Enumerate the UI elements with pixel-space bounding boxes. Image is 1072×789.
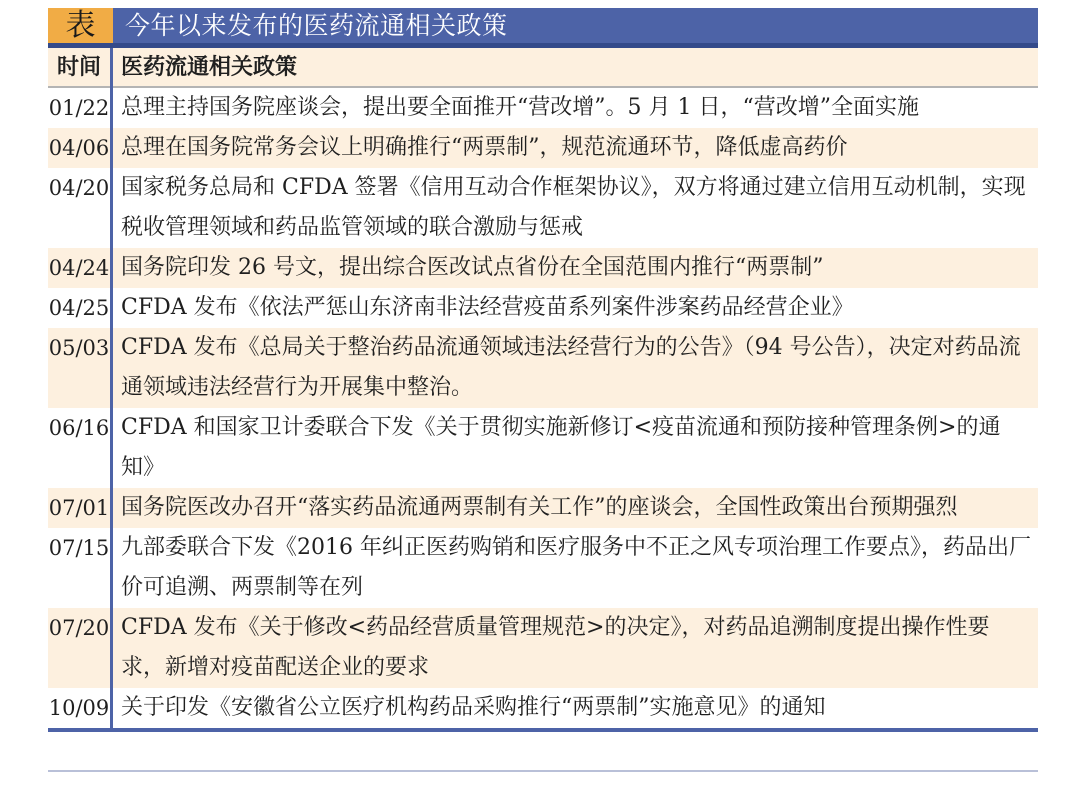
table-title-bar (48, 8, 1038, 48)
row-policy: CFDA 发布《关于修改<药品经营质量管理规范>的决定》，对药品追溯制度提出操作性要求，新增对疫苗配送企业的要求 (121, 615, 990, 680)
row-policy: CFDA 发布《总局关于整治药品流通领域违法经营行为的公告》（94 号公告），决定对药品流通领域违法经营行为开展集中整治。 (121, 335, 1021, 400)
table-row (48, 88, 1038, 128)
policy-table (48, 8, 1038, 732)
row-policy: CFDA 和国家卫计委联合下发《关于贯彻实施新修订<疫苗流通和预防接种管理条例>的通知》 (121, 415, 1001, 480)
row-date: 05/03 (48, 328, 113, 408)
table-header (48, 48, 1038, 88)
row-policy: 国家税务总局和 CFDA 签署《信用互动合作框架协议》，双方将通过建立信用互动机制，实现税收管理领域和药品监管领域的联合激励与惩戒 (121, 175, 1026, 240)
row-policy: 国务院医改办召开“落实药品流通两票制有关工作”的座谈会，全国性政策出台预期强烈 (121, 495, 958, 520)
table-row (48, 488, 1038, 528)
table-row (48, 608, 1038, 688)
row-date: 04/06 (48, 128, 113, 168)
policy-column-header: 医药流通相关政策 (121, 55, 298, 80)
row-date: 04/25 (48, 288, 113, 328)
table-row (48, 688, 1038, 728)
row-policy: 关于印发《安徽省公立医疗机构药品采购推行“两票制”实施意见》的通知 (121, 695, 826, 720)
table-row (48, 288, 1038, 328)
table-title: 今年以来发布的医药流通相关政策 (125, 11, 508, 40)
row-policy: 总理主持国务院座谈会，提出要全面推开“营改增”。5 月 1 日，“营改增”全面实施 (121, 95, 919, 120)
bottom-divider (48, 770, 1038, 772)
row-date: 10/09 (48, 688, 113, 728)
time-column-header: 时间 (48, 48, 113, 88)
table-row (48, 128, 1038, 168)
row-policy: 九部委联合下发《2016 年纠正医药购销和医疗服务中不正之风专项治理工作要点》，药品出厂价可追溯、两票制等在列 (121, 535, 1031, 600)
table-row (48, 328, 1038, 408)
row-date: 04/20 (48, 168, 113, 248)
table-row (48, 408, 1038, 488)
table-body (48, 88, 1038, 732)
row-date: 06/16 (48, 408, 113, 488)
table-row (48, 528, 1038, 608)
row-date: 07/20 (48, 608, 113, 688)
row-date: 07/15 (48, 528, 113, 608)
row-date: 07/01 (48, 488, 113, 528)
row-policy: 总理在国务院常务会议上明确推行“两票制”，规范流通环节，降低虚高药价 (121, 135, 848, 160)
table-row (48, 168, 1038, 248)
row-date: 01/22 (48, 88, 113, 128)
row-policy: 国务院印发 26 号文，提出综合医改试点省份在全国范围内推行“两票制” (121, 255, 824, 280)
row-policy: CFDA 发布《依法严惩山东济南非法经营疫苗系列案件涉案药品经营企业》 (121, 295, 854, 320)
table-row (48, 248, 1038, 288)
table-label: 表 (48, 8, 113, 43)
row-date: 04/24 (48, 248, 113, 288)
